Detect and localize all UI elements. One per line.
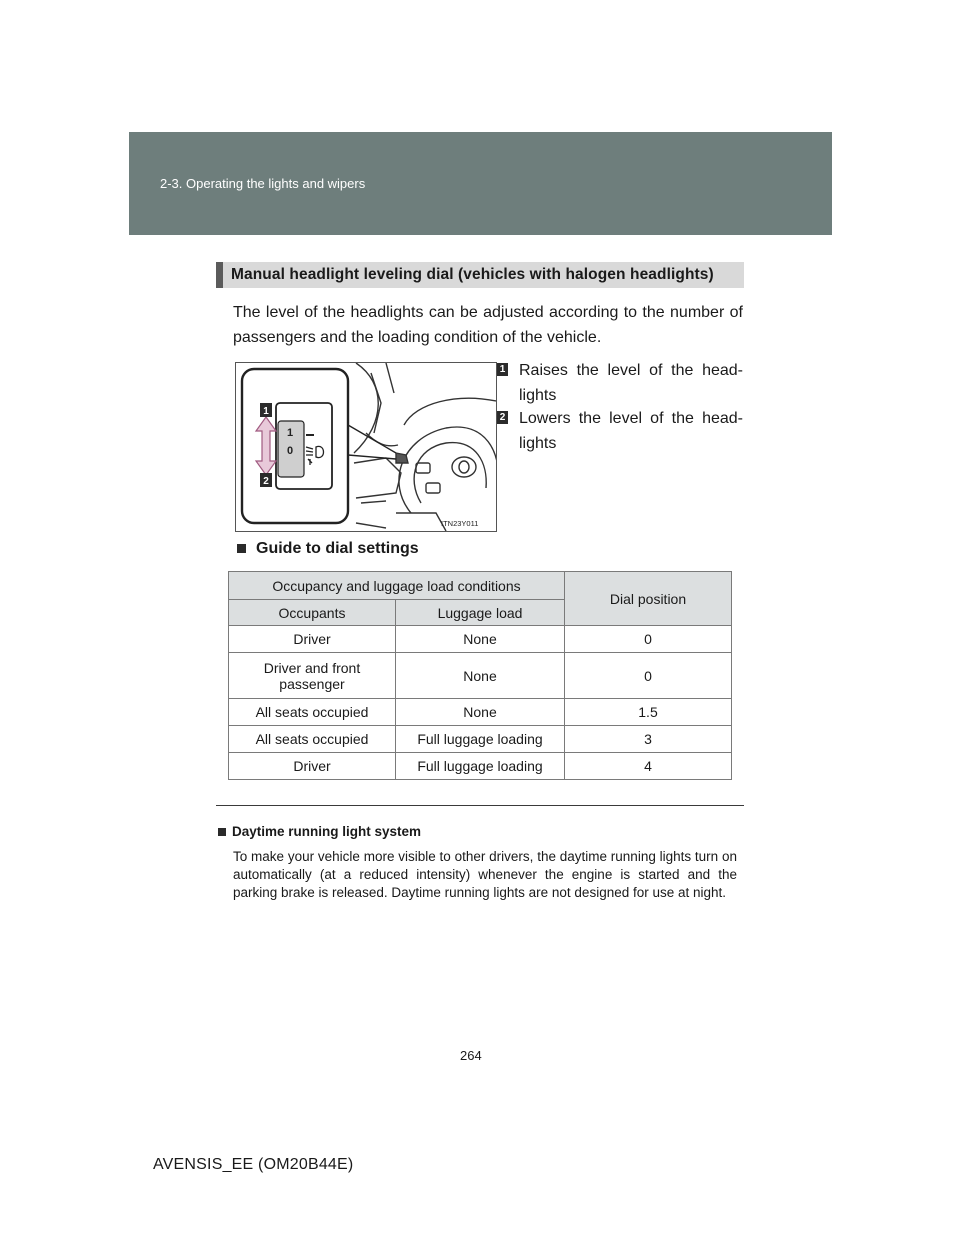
cell-luggage: None	[396, 653, 565, 699]
table-row	[229, 753, 732, 780]
dial-settings-table	[228, 571, 732, 780]
footer-model-code: AVENSIS_EE (OM20B44E)	[153, 1156, 354, 1173]
table-group-header: Occupancy and luggage load conditions	[229, 572, 565, 600]
headlight-dial-illustration	[235, 362, 497, 532]
cell-dial: 3	[565, 726, 732, 753]
table-row	[229, 653, 732, 699]
note-title-text: Daytime running light system	[232, 824, 422, 839]
callout-2: 2	[263, 476, 269, 487]
subheading	[237, 540, 419, 558]
page-number: 264	[460, 1048, 482, 1063]
dashboard-drawing	[354, 363, 496, 531]
cell-luggage: Full luggage loading	[396, 753, 565, 780]
legend-text: Lowers the level of the head-lights	[519, 410, 743, 452]
callout-1: 1	[263, 406, 269, 417]
cell-occupants: All seats occupied	[229, 726, 396, 753]
legend-text: Raises the level of the head-lights	[519, 362, 743, 404]
note-body: To make your vehicle more visible to other drivers, the daytime running lights turn on automatically (at a reduced intensity) whenever the engine is started and the parking brake is released. Daytime running lights are not designed for use at night.	[233, 849, 737, 900]
cell-occupants: All seats occupied	[229, 699, 396, 726]
cell-dial: 4	[565, 753, 732, 780]
legend-item-lower	[497, 406, 743, 456]
square-bullet-icon	[237, 544, 246, 553]
figure-code: ITN23Y011	[441, 519, 479, 528]
cell-dial: 0	[565, 626, 732, 653]
square-bullet-icon	[218, 828, 226, 836]
legend-item-raise	[497, 358, 743, 408]
note-title	[218, 824, 421, 839]
dial-mark-zero: 0	[286, 445, 294, 457]
intro-paragraph: The level of the headlights can be adjusted according to the number of passengers and the loading condition of the vehicle.	[233, 304, 743, 346]
cell-luggage: None	[396, 699, 565, 726]
table-row	[229, 699, 732, 726]
cell-occupants: Driver	[229, 753, 396, 780]
section-title: 2-3. Operating the lights and wipers	[160, 176, 366, 191]
table-header-occupants: Occupants	[229, 600, 396, 626]
dial-mark-top: 1	[286, 427, 294, 439]
cell-occupants: Driver and front passenger	[229, 653, 396, 699]
subheading-text: Guide to dial settings	[256, 540, 419, 557]
legend-number: 1	[497, 363, 508, 376]
table-row	[229, 726, 732, 753]
section-divider	[216, 805, 744, 806]
cell-dial: 0	[565, 653, 732, 699]
section-heading: Manual headlight leveling dial (vehicles with halogen headlights)	[216, 262, 744, 288]
cell-luggage: None	[396, 626, 565, 653]
cell-dial: 1.5	[565, 699, 732, 726]
table-header-dial: Dial position	[565, 572, 732, 626]
table-header-luggage: Luggage load	[396, 600, 565, 626]
legend-number: 2	[497, 411, 508, 424]
cell-luggage: Full luggage loading	[396, 726, 565, 753]
table-row	[229, 626, 732, 653]
cell-occupants: Driver	[229, 626, 396, 653]
